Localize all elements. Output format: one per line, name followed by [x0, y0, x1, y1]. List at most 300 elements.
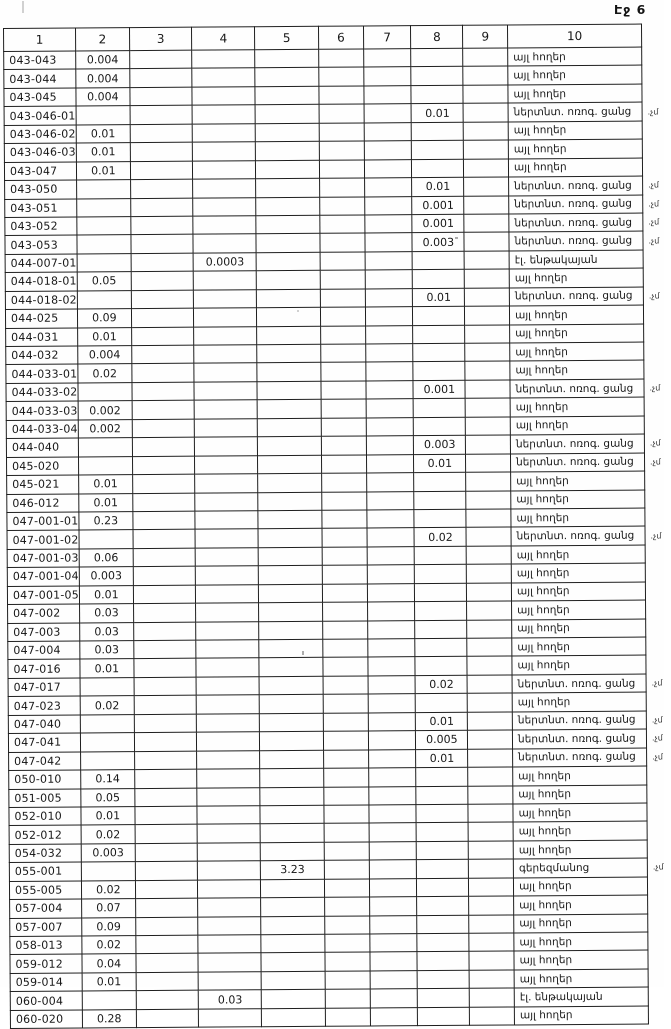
value-cell: 0.03: [79, 604, 133, 623]
value-cell: [198, 953, 261, 972]
value-cell: [413, 362, 465, 381]
land-type-cell: ներտնտ. ոռոգ. ցանց: [512, 711, 646, 730]
value-cell: [324, 823, 369, 842]
value-cell: [322, 584, 367, 603]
value-cell: [365, 233, 413, 252]
value-cell: [80, 733, 134, 752]
parcel-code-cell: 043-051: [5, 198, 77, 217]
value-cell: [194, 326, 257, 345]
land-type-cell: այլ հողեր: [514, 1006, 648, 1025]
value-cell: [414, 417, 466, 436]
table-row: [10, 1006, 670, 1029]
value-cell: [468, 804, 513, 823]
value-cell: [414, 472, 466, 491]
value-cell: 0.01: [76, 124, 130, 143]
value-cell: [364, 159, 412, 178]
value-cell: [193, 123, 256, 142]
value-cell: [418, 970, 470, 989]
value-cell: [464, 195, 509, 214]
value-cell: [261, 916, 325, 935]
value-cell: [366, 417, 414, 436]
value-cell: [467, 564, 512, 583]
value-cell: [320, 307, 365, 326]
value-cell: [130, 161, 193, 180]
margin-annotation: [647, 766, 669, 785]
value-cell: [468, 730, 513, 749]
value-cell: 0.05: [81, 788, 135, 807]
value-cell: 0.02: [414, 528, 466, 547]
value-cell: [134, 640, 197, 659]
parcel-code-cell: 043-053: [5, 235, 77, 254]
parcel-code-cell: 043-050: [5, 180, 77, 199]
value-cell: [262, 1008, 326, 1027]
value-cell: [321, 362, 366, 381]
land-type-cell: ներտնտ. ոռոգ. ցանց: [509, 213, 643, 232]
value-cell: [463, 85, 508, 104]
parcel-code-cell: 043-046-03: [4, 143, 76, 162]
parcel-code-cell: 043-052: [5, 217, 77, 236]
parcel-code-cell: 044-031: [6, 328, 78, 347]
value-cell: [369, 878, 417, 897]
value-cell: [195, 511, 258, 530]
value-cell: [256, 271, 320, 290]
value-cell: [463, 122, 508, 141]
land-type-cell: ներտնտ. ոռոգ. ցանց: [508, 102, 642, 121]
value-cell: [77, 180, 131, 199]
parcel-code-cell: 045-020: [6, 457, 78, 476]
value-cell: [413, 343, 465, 362]
value-cell: [77, 235, 131, 254]
value-cell: [322, 565, 367, 584]
value-cell: 0.06: [79, 548, 133, 567]
value-cell: 0.003: [412, 233, 464, 252]
value-cell: [135, 825, 198, 844]
value-cell: [196, 658, 259, 677]
value-cell: [368, 694, 416, 713]
value-cell: 0.02: [82, 936, 136, 955]
value-cell: [369, 897, 417, 916]
value-cell: [261, 879, 325, 898]
land-type-cell: այլ հողեր: [512, 619, 646, 638]
value-cell: [324, 860, 369, 879]
value-cell: [325, 1008, 370, 1027]
value-cell: [414, 399, 466, 418]
value-cell: [369, 786, 417, 805]
parcel-code-cell: 059-012: [10, 954, 82, 973]
margin-annotation: [645, 600, 667, 619]
value-cell: [136, 954, 199, 973]
value-cell: [469, 896, 514, 915]
value-cell: [319, 67, 364, 86]
value-cell: [198, 935, 261, 954]
value-cell: 0.003: [81, 843, 135, 862]
value-cell: 0.02: [80, 696, 134, 715]
value-cell: [258, 529, 322, 548]
value-cell: [131, 253, 194, 272]
parcel-code-cell: 052-012: [9, 825, 81, 844]
value-cell: [465, 380, 510, 399]
land-type-cell: ներտնտ. ոռոգ. ցանց: [512, 674, 646, 693]
value-cell: [322, 547, 367, 566]
margin-annotation: .չմ: [648, 291, 660, 301]
value-cell: [468, 841, 513, 860]
value-cell: [416, 804, 468, 823]
margin-annotation: [642, 139, 664, 158]
value-cell: [321, 455, 366, 474]
value-cell: [255, 123, 319, 142]
value-cell: [193, 160, 256, 179]
parcel-code-cell: 046-012: [7, 493, 79, 512]
value-cell: [257, 307, 321, 326]
value-cell: [370, 1007, 418, 1026]
value-cell: 0.02: [415, 675, 467, 694]
value-cell: [132, 419, 195, 438]
value-cell: 0.03: [199, 990, 262, 1009]
value-cell: [194, 271, 257, 290]
value-cell: [320, 196, 365, 215]
parcel-code-cell: 047-004: [8, 641, 80, 660]
value-cell: [80, 714, 134, 733]
value-cell: [134, 659, 197, 678]
margin-annotation: .չմ: [651, 715, 663, 725]
margin-annotation: [642, 65, 664, 84]
value-cell: [258, 473, 322, 492]
value-cell: 0.01: [81, 807, 135, 826]
value-cell: [255, 86, 319, 105]
value-cell: [320, 252, 365, 271]
land-type-cell: ներտնտ. ոռոգ. ցանց: [510, 434, 644, 453]
value-cell: [465, 398, 510, 417]
value-cell: [323, 713, 368, 732]
value-cell: [416, 823, 468, 842]
value-cell: 0.01: [79, 493, 133, 512]
value-cell: [464, 214, 509, 233]
scan-artifact: [22, 1, 24, 13]
value-cell: [370, 989, 418, 1008]
value-cell: [197, 787, 260, 806]
value-cell: [196, 584, 259, 603]
value-cell: [465, 288, 510, 307]
margin-annotation: [648, 950, 670, 969]
value-cell: [258, 547, 322, 566]
value-cell: [195, 529, 258, 548]
value-cell: [132, 437, 195, 456]
value-cell: [261, 990, 325, 1009]
value-cell: [463, 103, 508, 122]
value-cell: [418, 989, 470, 1008]
land-type-cell: ներտնտ. ոռոգ. ցանց: [513, 748, 647, 767]
parcel-code-cell: 044-033-02: [6, 383, 78, 402]
value-cell: [131, 216, 194, 235]
value-cell: [465, 306, 510, 325]
value-cell: [322, 602, 367, 621]
value-cell: [196, 548, 259, 567]
land-type-cell: այլ հողեր: [513, 766, 647, 785]
value-cell: [467, 620, 512, 639]
value-cell: [470, 1007, 515, 1026]
parcel-code-cell: 054-032: [9, 844, 81, 863]
value-cell: [197, 713, 260, 732]
value-cell: [370, 934, 418, 953]
land-parcel-table: [3, 23, 671, 1029]
value-cell: [260, 824, 324, 843]
value-cell: [363, 49, 411, 68]
margin-annotation: [643, 268, 665, 287]
value-cell: [256, 160, 320, 179]
margin-annotation: [645, 563, 667, 582]
value-cell: [134, 695, 197, 714]
value-cell: [257, 418, 321, 437]
value-cell: [463, 66, 508, 85]
parcel-code-cell: 047-001-03: [7, 549, 79, 568]
value-cell: [256, 197, 320, 216]
value-cell: [417, 860, 469, 879]
parcel-code-cell: 047-041: [8, 733, 80, 752]
land-type-cell: այլ հողեր: [511, 582, 645, 601]
value-cell: [260, 787, 324, 806]
value-cell: [193, 234, 256, 253]
land-type-cell: այլ հողեր: [513, 785, 647, 804]
value-cell: [77, 198, 131, 217]
value-cell: 0.004: [76, 69, 130, 88]
margin-annotation: [647, 821, 669, 840]
land-type-cell: այլ հողեր: [508, 139, 642, 158]
value-cell: [193, 216, 256, 235]
value-cell: [133, 566, 196, 585]
margin-annotation: .չմ: [648, 217, 660, 227]
margin-annotation: [645, 508, 667, 527]
value-cell: [417, 896, 469, 915]
value-cell: [322, 510, 367, 529]
value-cell: [195, 437, 258, 456]
land-type-cell: այլ հողեր: [510, 416, 644, 435]
value-cell: 0.09: [82, 917, 136, 936]
margin-annotation: [645, 582, 667, 601]
value-cell: [464, 251, 509, 270]
land-type-cell: այլ հողեր: [514, 895, 648, 914]
value-cell: [255, 49, 319, 68]
value-cell: [193, 197, 256, 216]
value-cell: [195, 474, 258, 493]
value-cell: 0.001: [412, 196, 464, 215]
value-cell: [133, 493, 196, 512]
value-cell: [417, 878, 469, 897]
margin-annotation: [644, 323, 666, 342]
value-cell: [325, 971, 370, 990]
land-type-cell: այլ հողեր: [512, 637, 646, 656]
value-cell: [199, 1008, 262, 1027]
land-type-cell: այլ հողեր: [508, 47, 642, 66]
value-cell: [412, 159, 464, 178]
value-cell: [367, 639, 415, 658]
value-cell: [323, 639, 368, 658]
value-cell: [411, 67, 463, 86]
value-cell: [325, 934, 370, 953]
margin-annotation: .չմ: [651, 733, 663, 743]
margin-annotation: [642, 47, 664, 66]
value-cell: [368, 768, 416, 787]
land-type-cell: այլ հողեր: [511, 471, 645, 490]
land-type-cell: այլ հողեր: [511, 545, 645, 564]
value-cell: [369, 860, 417, 879]
value-cell: [256, 178, 320, 197]
value-cell: [366, 362, 414, 381]
margin-annotation: .չմ: [652, 862, 664, 872]
value-cell: [463, 48, 508, 67]
value-cell: [196, 566, 259, 585]
value-cell: [319, 104, 364, 123]
value-cell: 0.004: [76, 87, 130, 106]
value-cell: [136, 990, 199, 1009]
land-type-cell: այլ հողեր: [513, 877, 647, 896]
value-cell: [466, 490, 511, 509]
margin-annotation: [646, 637, 668, 656]
margin-annotation: [642, 158, 664, 177]
parcel-code-cell: 047-016: [8, 659, 80, 678]
margin-annotation: [647, 803, 669, 822]
scan-artifact: [297, 310, 299, 312]
value-cell: [413, 251, 465, 270]
scan-artifact: [302, 651, 304, 655]
value-cell: [194, 345, 257, 364]
value-cell: [199, 972, 262, 991]
margin-annotation: .չմ: [648, 236, 660, 246]
value-cell: [197, 695, 260, 714]
parcel-code-cell: 047-003: [8, 623, 80, 642]
value-cell: [261, 934, 325, 953]
value-cell: [132, 345, 195, 364]
value-cell: [466, 472, 511, 491]
value-cell: [136, 972, 199, 991]
parcel-code-cell: 060-020: [10, 1010, 82, 1029]
value-cell: [468, 785, 513, 804]
parcel-code-cell: 043-046-02: [4, 125, 76, 144]
value-cell: [130, 179, 193, 198]
margin-annotation: [644, 360, 666, 379]
value-cell: [135, 843, 198, 862]
value-cell: [467, 601, 512, 620]
value-cell: [256, 141, 320, 160]
value-cell: [256, 215, 320, 234]
value-cell: 0.0003: [193, 253, 256, 272]
value-cell: 0.02: [81, 825, 135, 844]
parcel-code-cell: 047-002: [8, 604, 80, 623]
parcel-code-cell: 044-018-01: [5, 272, 77, 291]
value-cell: [324, 842, 369, 861]
value-cell: [81, 862, 135, 881]
value-cell: [136, 1009, 199, 1028]
value-cell: [134, 677, 197, 696]
value-cell: [259, 639, 323, 658]
value-cell: [369, 915, 417, 934]
value-cell: [194, 289, 257, 308]
value-cell: [78, 456, 132, 475]
margin-annotation: [645, 471, 667, 490]
column-header-6: 6: [318, 26, 363, 49]
margin-annotation: [642, 121, 664, 140]
value-cell: [417, 952, 469, 971]
value-cell: [257, 289, 321, 308]
value-cell: [321, 381, 366, 400]
value-cell: [367, 620, 415, 639]
value-cell: [258, 455, 322, 474]
value-cell: [469, 933, 514, 952]
parcel-code-cell: 044-025: [5, 309, 77, 328]
value-cell: [319, 141, 364, 160]
value-cell: [415, 565, 467, 584]
value-cell: [135, 806, 198, 825]
column-header-8: 8: [411, 25, 463, 48]
value-cell: [417, 933, 469, 952]
value-cell: 0.01: [76, 143, 130, 162]
margin-annotation: [648, 895, 670, 914]
column-header-9: 9: [463, 25, 508, 48]
value-cell: [260, 842, 324, 861]
margin-annotation: [647, 840, 669, 859]
margin-annotation: [648, 913, 670, 932]
land-type-cell: էլ. ենթակայան: [514, 987, 648, 1006]
margin-annotation: .չմ: [649, 457, 661, 467]
value-cell: 0.001: [412, 214, 464, 233]
value-cell: [133, 585, 196, 604]
value-cell: [195, 418, 258, 437]
value-cell: [132, 400, 195, 419]
value-cell: [133, 603, 196, 622]
parcel-code-cell: 043-045: [4, 88, 76, 107]
value-cell: 0.01: [412, 177, 464, 196]
scan-artifact: [455, 237, 458, 239]
value-cell: [368, 657, 416, 676]
value-cell: [416, 694, 468, 713]
value-cell: [135, 880, 198, 899]
land-type-cell: այլ հողեր: [510, 342, 644, 361]
value-cell: [321, 344, 366, 363]
parcel-code-cell: 047-023: [8, 696, 80, 715]
value-cell: [369, 841, 417, 860]
value-cell: [257, 381, 321, 400]
land-type-cell: այլ հողեր: [508, 121, 642, 140]
margin-annotation: [648, 932, 670, 951]
value-cell: [320, 233, 365, 252]
margin-annotation: .չմ: [649, 438, 661, 448]
value-cell: [258, 510, 322, 529]
value-cell: [465, 343, 510, 362]
value-cell: [325, 897, 370, 916]
margin-annotation: [647, 877, 669, 896]
value-cell: [366, 454, 414, 473]
value-cell: [192, 105, 255, 124]
land-type-cell: այլ հողեր: [508, 158, 642, 177]
value-cell: 0.001: [413, 380, 465, 399]
value-cell: [469, 859, 514, 878]
value-cell: [130, 124, 193, 143]
value-cell: [255, 68, 319, 87]
value-cell: [415, 583, 467, 602]
margin-annotation: [644, 397, 666, 416]
value-cell: [414, 509, 466, 528]
value-cell: [321, 418, 366, 437]
value-cell: [132, 382, 195, 401]
value-cell: 3.23: [261, 861, 325, 880]
margin-annotation: [646, 618, 668, 637]
land-type-cell: այլ հողեր: [514, 914, 648, 933]
value-cell: [192, 50, 255, 69]
value-cell: [324, 786, 369, 805]
value-cell: [134, 714, 197, 733]
value-cell: [368, 712, 416, 731]
value-cell: [257, 344, 321, 363]
value-cell: [324, 768, 369, 787]
